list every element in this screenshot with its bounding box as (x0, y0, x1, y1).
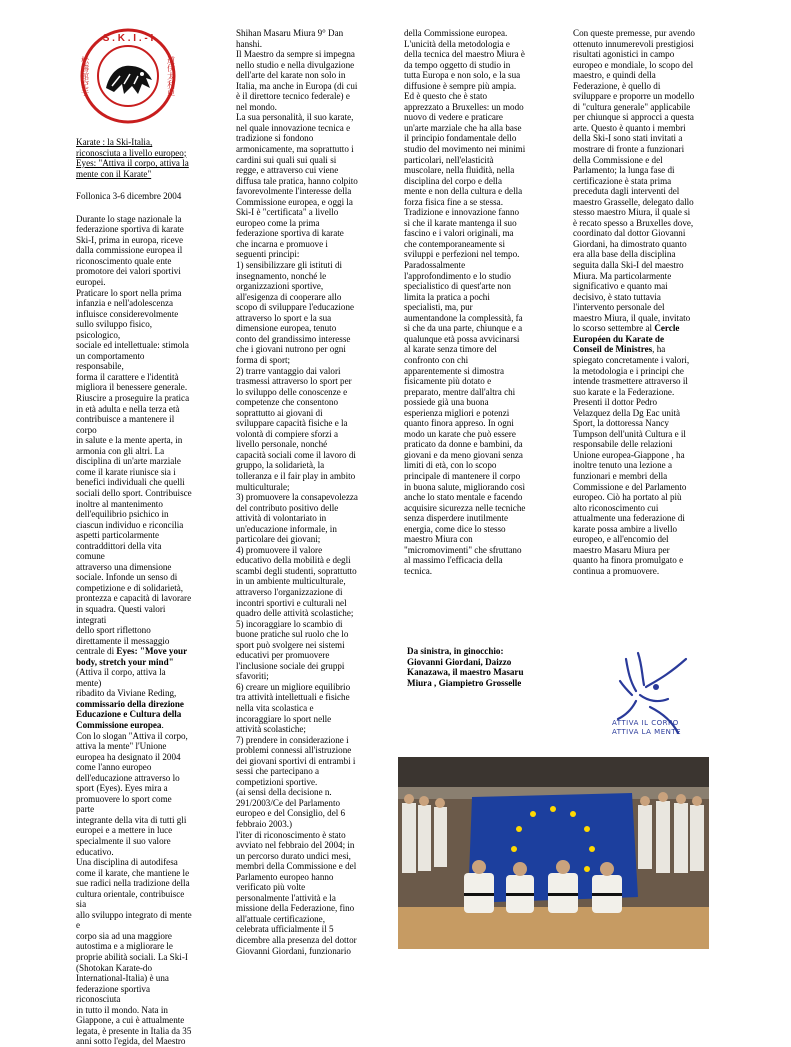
attiva-line1: ATTIVA IL CORPO (612, 719, 679, 727)
column1-text-c: . Con lo slogan "Attiva il corpo, attiva la mente" l'Unione europea ha designato il 2004 come l'anno europeo dell'educazione attraverso lo sport (Eyes). Eyes mira a promuovere lo sport come parte integrante della vita di tutti gli europei e a mettere in luce specialmente il suo valore educativo. Una disciplina di autodifesa come il karate, che mantiene le sue radici nella tradizione della cultura orientale, contribuisce sia allo sviluppo integrato di mente e corpo sia ad una maggiore autostima e a migliorare le proprie abilità sociali. La Ski-I (Shotokan Karate-do International-Italia) è una federazione sportiva riconosciuta in tutto il mondo. Nata in Giappone, a cui è attualmente legata, è presente in Italia da 35 anni sotto l'egida, del Maestro (76, 719, 192, 1047)
place-date: Follonica 3-6 dicembre 2004 (76, 191, 182, 202)
photo-caption: Da sinistra, in ginocchio: Giovanni Giordani, Daizzo Kanazawa, il maestro Masaru Miura , Giampietro Grosselle (407, 646, 524, 688)
column4-text-a: Con queste premesse, pur avendo ottenuto innumerevoli prestigiosi risultati agonistici in campo europeo e mondiale, lo scopo del maestro, e quindi della Federazione, è quello di sviluppare e proporre un modello di "cultura generale" applicabile per chiunque si approcci a questa arte. Questo è quanto i membri della Ski-I sono stati invitati a mostrare di fronte a funzionari della Commissione e del Parlamento; la lunga fase di certificazione è stata prima preceduta dagli interventi del maestro Grasselle, delegato dallo stesso maestro Miura, il quale si è recato spesso a Bruxelles dove, coordinato dal dottor Giovanni Giordani, ha dimostrato quanto era alla base della disciplina seguita dalla Ski-I del maestro Miura. Ma particolarmente significativo e quanto mai decisivo, è stato tuttavia l'intervento personale del maestro Miura, il quale, invitato lo scorso settembre al (573, 28, 695, 334)
skii-seal-icon (76, 28, 181, 125)
seal-top-text: S . K . I . - I (102, 33, 154, 44)
column1-bold-a: Eyes: "Move your body, stretch your mind" (76, 646, 188, 667)
attiva-line2: ATTIVA LA MENTE (612, 728, 682, 736)
seal-right-text: 道伊太利亜 (166, 56, 176, 96)
column1-text-a: Durante lo stage nazionale la federazione sportiva di karate Ski-I, prima in europa, riceve dalla commissione europea il riconoscimento quale ente promotore dei valori sportivi europei. Praticare lo sport nella prima infanzia e nell'adolescenza influisce considerevolmente sullo sviluppo fisico, psicologico, sociale ed intellettuale: stimola un comportamento responsabile, forma il carattere e l'identità migliora il benessere generale. Riuscire a proseguire la pratica in età adulta e nella terza età contribuisce a mantenere il corpo in salute e la mente aperta, in armonia con gli altri. La disciplina di un'arte marziale come il karate riunisce sia i benefici individuali che quelli sociali dello sport. Contribuisce inoltre al mantenimento dell'equilibrio psichico in ciascun individuo e riconcilia aspetti particolarmente contraddittori della vita comune attraverso una dimensione sociale. Infonde un senso di competizione e di solidarietà, prontezza e capacità di lavorare in squadra. Questi valori integrati dello sport riflettono direttamente il messaggio centrale di (76, 213, 192, 657)
attiva-logo-text (612, 719, 732, 737)
column4-text-b: , ha spiegato concretamente i valori, la metodologia e i principi che intende trasmettere attraverso il suo karate e la Federazione. Presenti il dottor Pedro Velazquez della Dg Eac unità Sport, la dottoressa Nancy Tumpson dell'unità Cultura e il responsabile delle relazioni Unione europea-Giappone , ha inoltre tenuto una lezione a funzionari e membri della Commissione e del Parlamento europeo. Ciò ha portato al più alto riconoscimento cui attualmente una federazione di karate possa ambire a livello europeo, e all'encomio del maestro Masaru Miura per quanto ha finora promulgato e continua a promuovere. (573, 344, 690, 576)
column1-bold-b: commissario della direzione Educazione e Cultura della Commissione europea (76, 698, 184, 730)
article-column-1 (76, 137, 192, 1047)
article-column-2: Shihan Masaru Miura 9° Dan hanshi. Il Maestro da sempre si impegna nello studio e nella divulgazione dell'arte del karate non solo in Italia, ma anche in Europa (di cui è il direttore tecnico federale) e nel mondo. La sua personalità, il suo karate, nel quale innovazione tecnica e tradizione si fondono armonicamente, ma soprattutto i cardini sui quali sui quali si regge, e attraverso cui viene diffusa tale pratica, hanno colpito favorevolmente l'interesse della Commissione europea, e oggi la Ski-I è "certificata" a livello europeo come la prima federazione sportiva di karate che incarna e promuove i seguenti principi: 1) sensibilizzare gli istituti di insegnamento, nonché le organizzazioni sportive, all'esigenza di cooperare allo scopo di sviluppare l'educazione attraverso lo sport e la sua dimensione europea, tenuto conto del grandissimo interesse che i giovani nutrono per ogni forma di sport; 2) trarre vantaggio dai valori trasmessi attraverso lo sport per lo sviluppo delle conoscenze e competenze che consentono soprattutto ai giovani di sviluppare capacità fisiche e la volontà di compiere sforzi a livello personale, nonché capacità sociali come il lavoro di gruppo, la solidarietà, la tolleranza e il fair play in ambito multiculturale; 3) promuovere la consapevolezza del contributo positivo delle attività di volontariato in un'educazione informale, in particolare dei giovani; 4) promuovere il valore educativo della mobilità e degli scambi degli studenti, soprattutto in un ambiente multiculturale, attraverso l'organizzazione di incontri sportivi e culturali nel quadro delle attività scolastiche; 5) incoraggiare lo scambio di buone pratiche sul ruolo che lo sport può svolgere nei sistemi educativi per promuovere l'inclusione sociale dei gruppi sfavoriti; 6) creare un migliore equilibrio tra attività intellettuali e fisiche nella vita scolastica e incoraggiare lo sport nelle attività scolastiche; 7) prendere in considerazione i problemi connessi all'istruzione dei giovani sportivi di entrambi i sessi che partecipano a competizioni sportive. (ai sensi della decisione n. 291/2003/Ce del Parlamento europeo e del Consiglio, del 6 febbraio 2003.) l'iter di riconoscimento è stato avviato nel febbraio del 2004; in un percorso durato undici mesi, membri della Commissione e del Parlamento europeo hanno verificato più volte personalmente l'attività e la missione della Federazione, fino all'attuale certificazione, celebrata ufficialmente il 5 dicembre alla presenza del dottor Giovanni Giordani, funzionario (236, 28, 358, 956)
seal-left-text: 松濤館空手 (80, 56, 90, 96)
group-photo-with-eu-flag (398, 757, 709, 949)
article-headline: Karate : la Ski-Italia, riconosciuta a livello europeo; Eyes: "Attiva il corpo, attiva la mente con il Karate" (76, 137, 189, 179)
column1-text-b: (Attiva il corpo, attiva la mente) ribadito da Viviane Reding, (76, 667, 177, 699)
article-column-3: della Commissione europea. L'unicità della metodologia e della tecnica del maestro Miura è da tempo oggetto di studio in tutta Europa e non solo, e la sua diffusione è sempre più ampia. Ed è questo che è stato apprezzato a Bruxelles: un modo nuovo di vedere e praticare un'arte marziale che ha alla base il principio fondamentale dello studio del movimento nei minimi particolari, nell'elasticità muscolare, nella fluidità, nella disciplina del corpo e della mente e non della cultura e della forza fisica fine a se stessa. Tradizione e innovazione fanno sì che il karate mantenga il suo fascino e i valori originali, ma che contemporaneamente si sviluppi e perfezioni nel tempo. Paradossalmente l'approfondimento e lo studio specialistico di quest'arte non limita la pratica a pochi specialisti, ma, pur aumentandone la complessità, fa sì che da una parte, chiunque e a qualunque età possa avvicinarsi al karate senza timore del confronto con chi apparentemente si dimostra fisicamente più dotato e preparato, mentre dall'altra chi possiede già una buona esperienza migliori e potenzi quanto finora appreso. In ogni modo un karate che può essere praticato da donne e bambini, da giovani e da meno giovani senza limiti di età, con lo scopo principale di mantenere il corpo in buona salute, migliorando così anche lo stato mentale e facendo acquisire sicurezza nelle tecniche senza disperdere inutilmente energia, come dice lo stesso maestro Miura con "micromovimenti" che sfruttano al massimo l'efficacia della tecnica. (404, 28, 526, 576)
article-column-4 (573, 28, 721, 576)
column4-bold: Cercle Européen du Karate de Conseil de Ministres (573, 323, 680, 355)
